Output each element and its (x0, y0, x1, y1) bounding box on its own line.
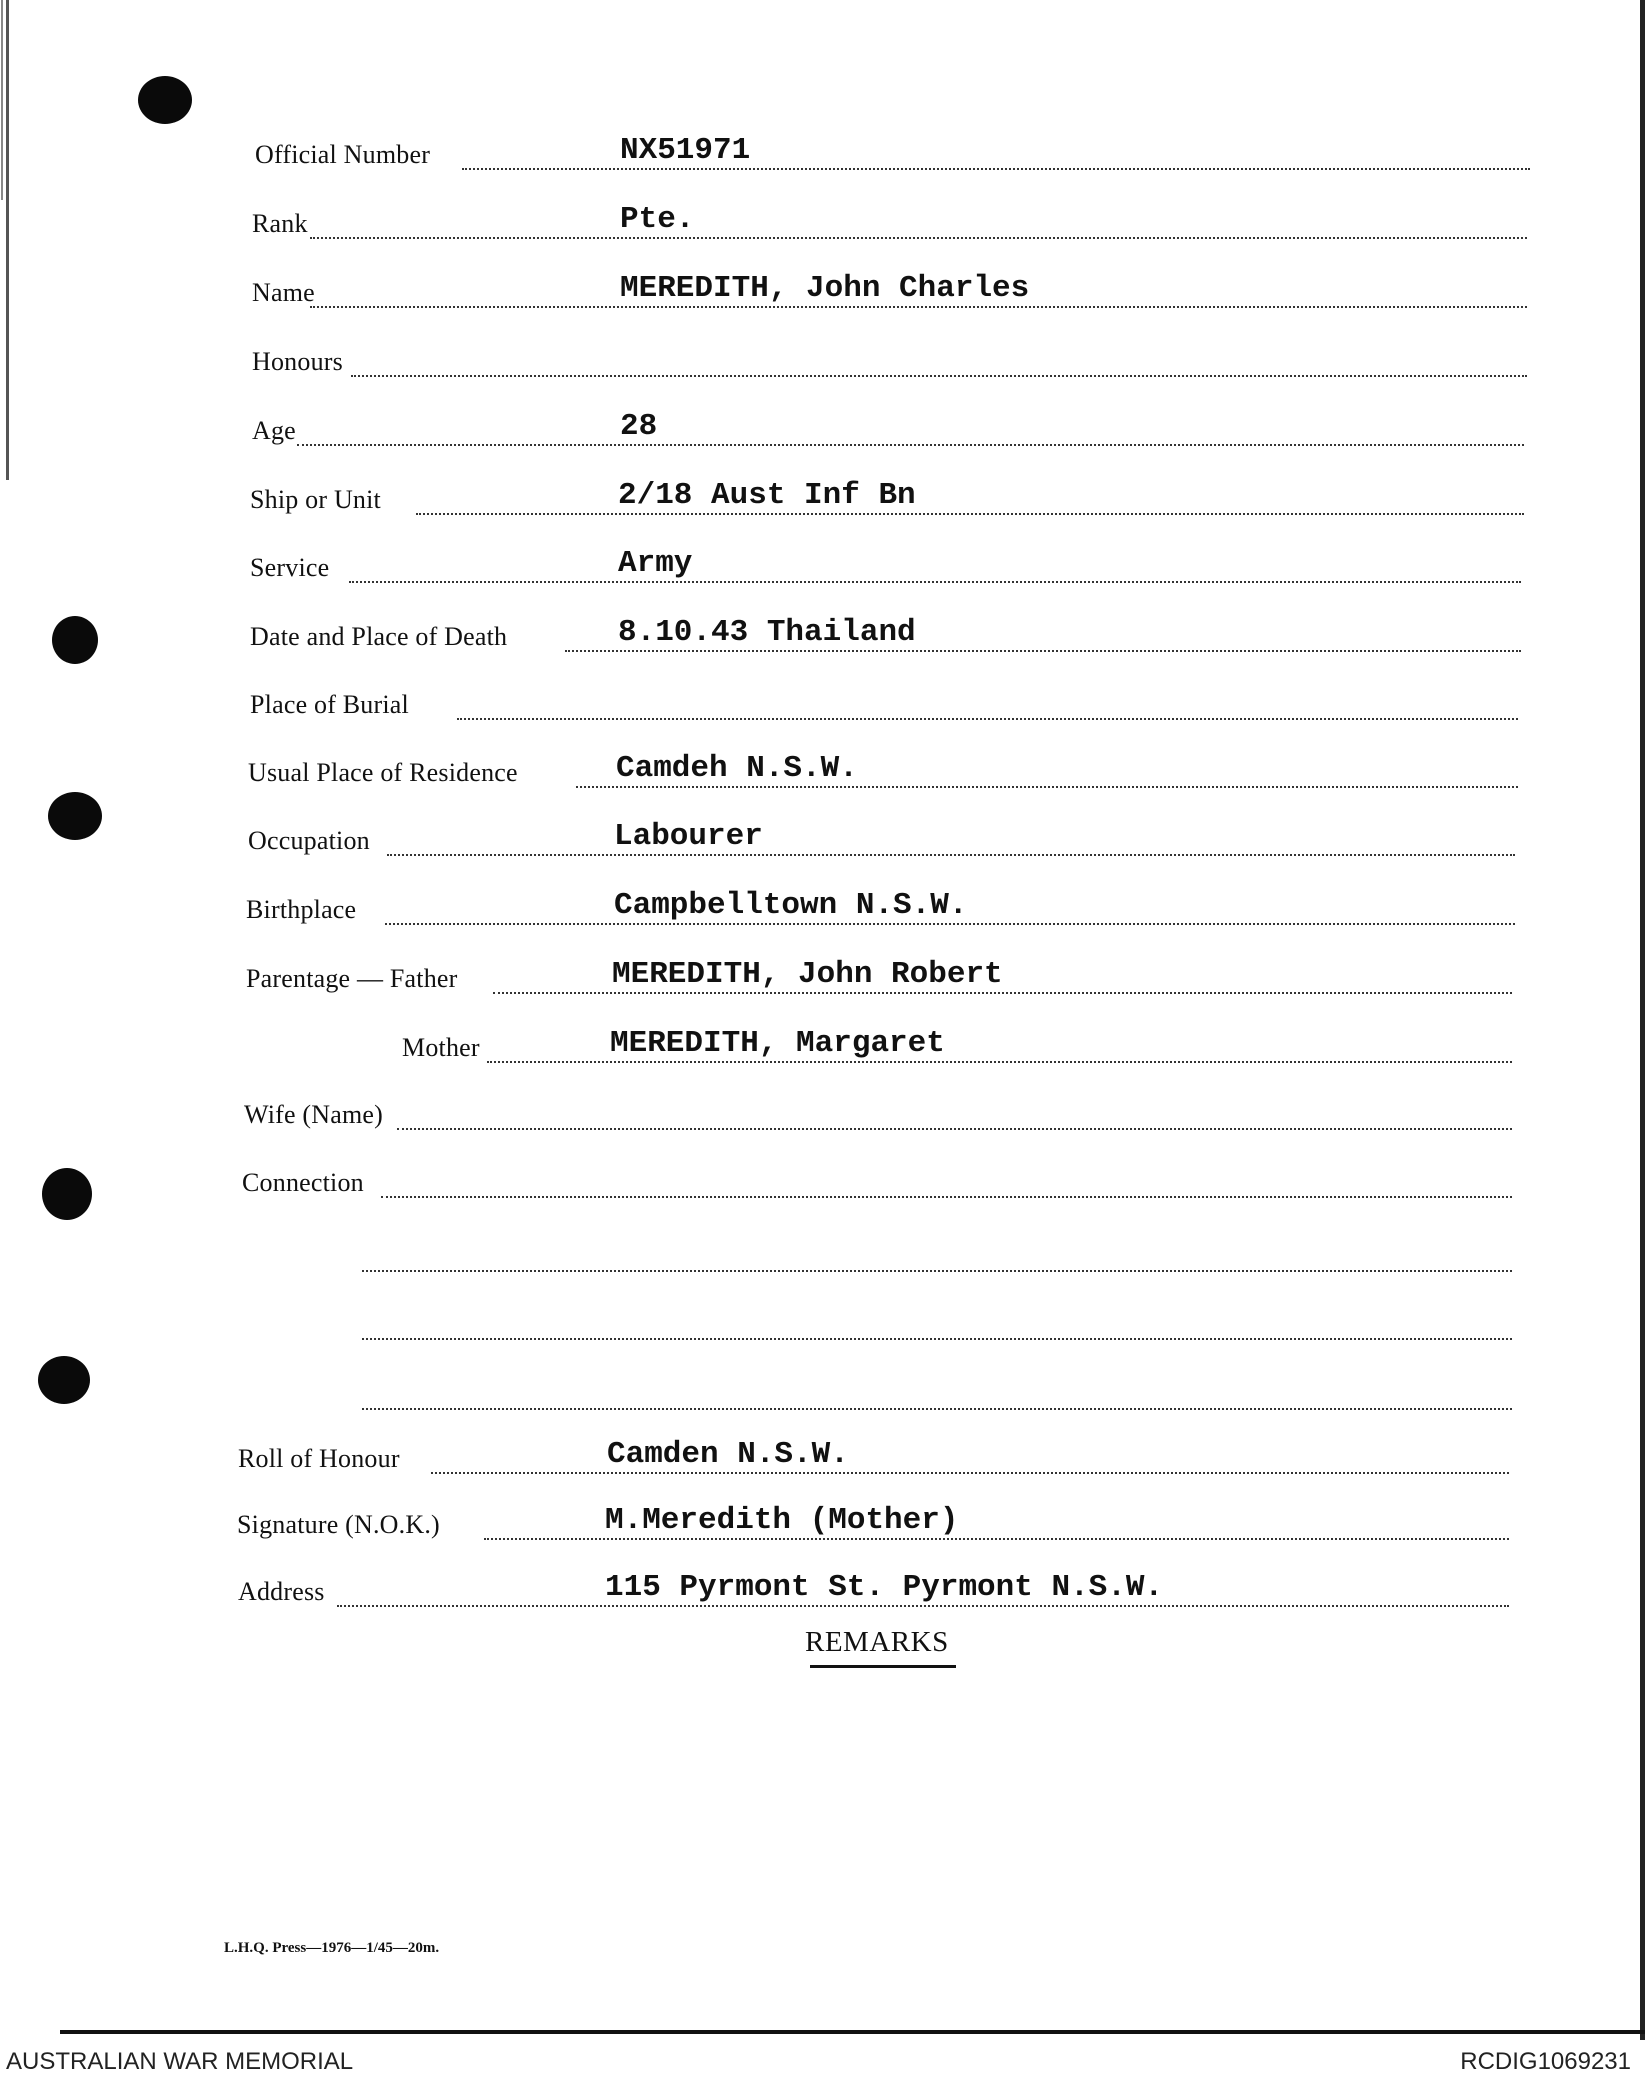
field-dotted-line (362, 1338, 1512, 1340)
field-label: Roll of Honour (238, 1444, 400, 1473)
field-label: Official Number (255, 140, 431, 169)
form-row (0, 475, 1645, 525)
form-row (0, 130, 1645, 180)
field-label: Address (238, 1577, 325, 1606)
field-value: Camden N.S.W. (607, 1437, 849, 1472)
form-row (0, 885, 1645, 935)
form-row (0, 1023, 1645, 1073)
field-dotted-line (565, 650, 1521, 652)
field-value: MEREDITH, John Robert (612, 957, 1003, 992)
field-label: Occupation (248, 826, 370, 855)
field-value: 8.10.43 Thailand (618, 615, 916, 650)
form-row (0, 954, 1645, 1004)
field-label: Connection (242, 1168, 364, 1197)
form-row (0, 1434, 1645, 1484)
field-dotted-line (310, 237, 1527, 239)
field-dotted-line (310, 306, 1527, 308)
field-value: Pte. (620, 202, 695, 237)
field-dotted-line (397, 1128, 1512, 1130)
form-row (0, 199, 1645, 249)
field-value: 28 (620, 409, 658, 444)
form-row (0, 1232, 1645, 1282)
field-label: Birthplace (246, 895, 357, 924)
form-row (0, 1300, 1645, 1350)
form-row (0, 680, 1645, 730)
field-value: M.Meredith (Mother) (605, 1503, 959, 1538)
field-dotted-line (349, 581, 1521, 583)
form-row (0, 1567, 1645, 1617)
field-value: 115 Pyrmont St. Pyrmont N.S.W. (605, 1570, 1164, 1605)
field-dotted-line (416, 513, 1524, 515)
press-note: L.H.Q. Press—1976—1/45—20m. (224, 1940, 440, 1956)
field-label: Honours (252, 347, 343, 376)
form-row (0, 406, 1645, 456)
field-label: Service (250, 553, 330, 582)
field-label: Parentage — Father (246, 964, 458, 993)
form-row (0, 748, 1645, 798)
field-label: Mother (402, 1033, 480, 1062)
remarks-heading: REMARKS (805, 1626, 949, 1658)
form-row (0, 1090, 1645, 1140)
form-row (0, 543, 1645, 593)
page-bottom-edge (60, 2030, 1645, 2034)
punch-hole (138, 76, 192, 124)
field-dotted-line (385, 923, 1515, 925)
form-row (0, 1500, 1645, 1550)
field-value: Army (618, 546, 693, 581)
field-value: MEREDITH, John Charles (620, 271, 1030, 306)
field-label: Age (252, 416, 296, 445)
form-row (0, 816, 1645, 866)
field-dotted-line (431, 1472, 1509, 1474)
field-value: MEREDITH, Margaret (610, 1026, 945, 1061)
field-dotted-line (387, 854, 1515, 856)
field-dotted-line (484, 1538, 1509, 1540)
field-label: Name (252, 278, 315, 307)
remarks-underline (810, 1665, 956, 1668)
form-row (0, 1158, 1645, 1208)
form-row (0, 1370, 1645, 1420)
field-label: Wife (Name) (244, 1100, 384, 1129)
field-dotted-line (462, 168, 1530, 170)
field-label: Signature (N.O.K.) (237, 1510, 440, 1539)
field-dotted-line (457, 718, 1518, 720)
field-dotted-line (337, 1605, 1509, 1607)
field-label: Rank (252, 209, 308, 238)
field-label: Ship or Unit (250, 485, 381, 514)
field-dotted-line (362, 1408, 1512, 1410)
field-dotted-line (381, 1196, 1512, 1198)
field-value: 2/18 Aust Inf Bn (618, 478, 916, 513)
footer-institution: AUSTRALIAN WAR MEMORIAL (6, 2048, 354, 2075)
field-value: Campbelltown N.S.W. (614, 888, 968, 923)
field-dotted-line (362, 1270, 1512, 1272)
field-dotted-line (487, 1061, 1512, 1063)
field-label: Date and Place of Death (250, 622, 508, 651)
form-row (0, 268, 1645, 318)
field-value: Labourer (614, 819, 763, 854)
field-dotted-line (576, 786, 1518, 788)
field-dotted-line (351, 375, 1527, 377)
field-label: Place of Burial (250, 690, 409, 719)
field-value: NX51971 (620, 133, 751, 168)
field-label: Usual Place of Residence (248, 758, 518, 787)
footer-record-id: RCDIG1069231 (1460, 2048, 1631, 2075)
field-value: Camdeh N.S.W. (616, 751, 858, 786)
field-dotted-line (493, 992, 1512, 994)
form-row (0, 612, 1645, 662)
form-row (0, 337, 1645, 387)
field-dotted-line (297, 444, 1524, 446)
